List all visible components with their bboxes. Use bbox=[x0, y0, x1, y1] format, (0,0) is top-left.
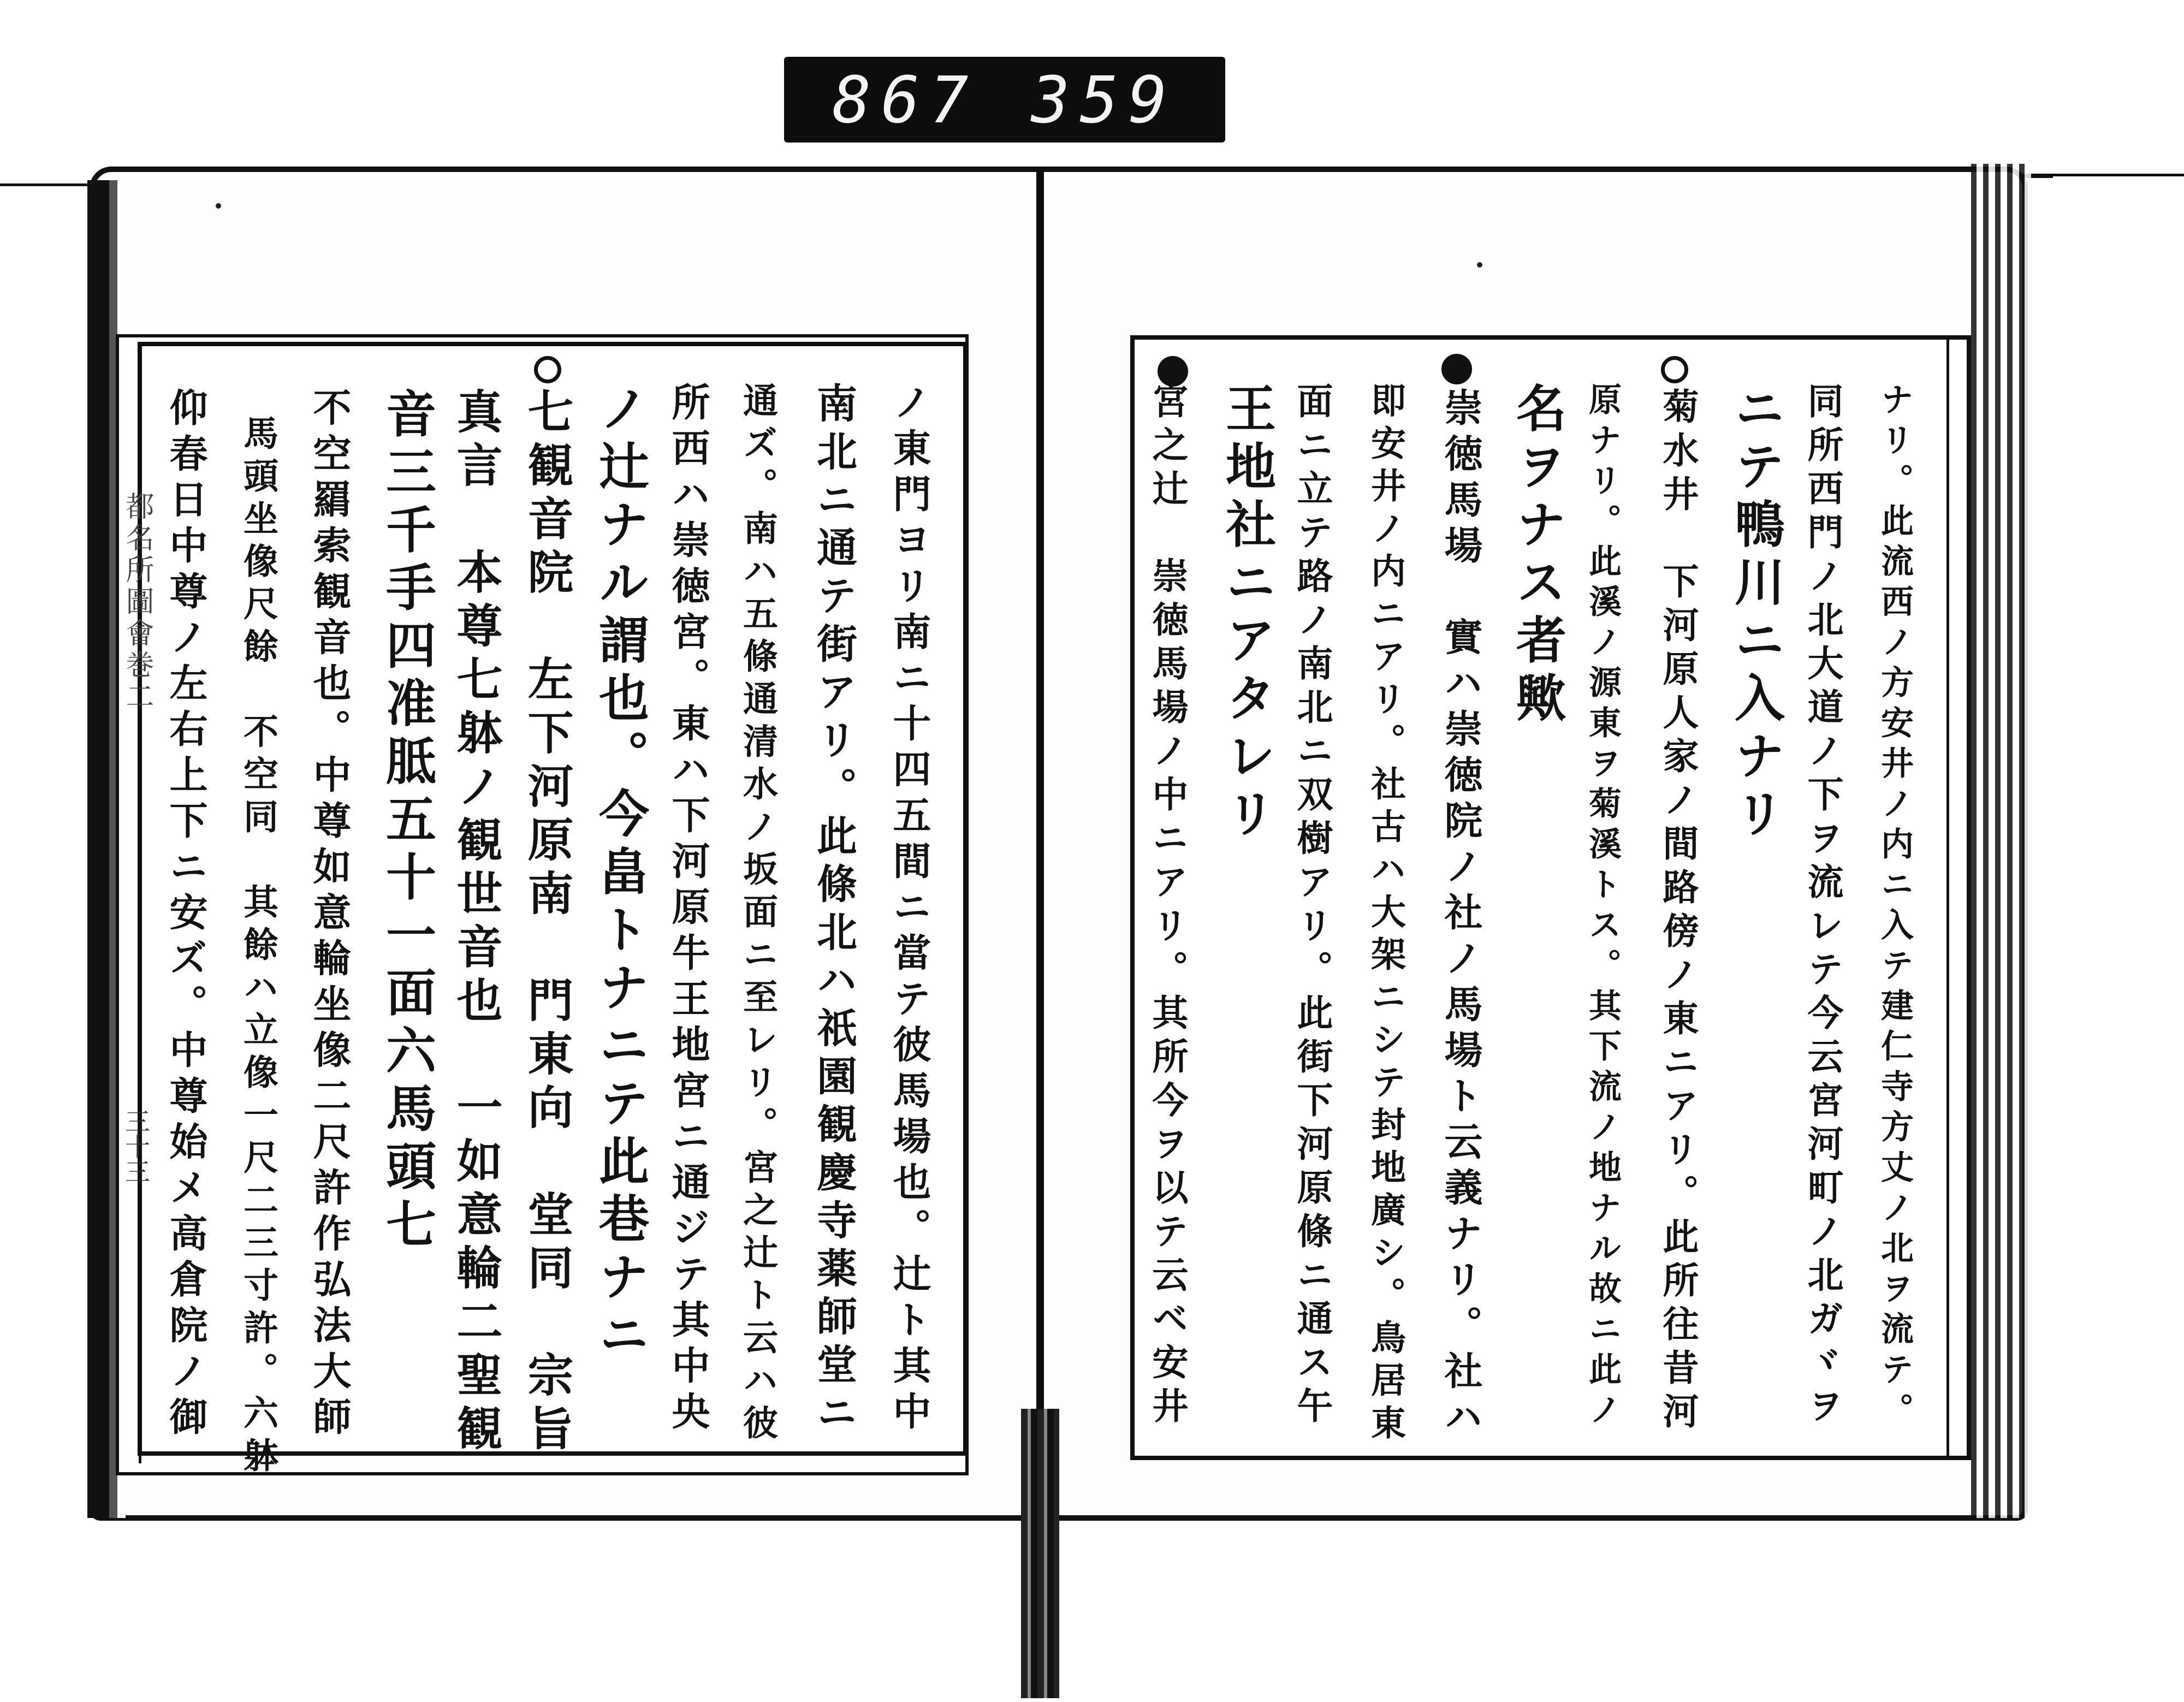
left-col-10: 馬頭坐像尺餘 不空同 其餘ハ立像一尺二三寸許。六躰 bbox=[238, 415, 278, 1480]
left-col-2: 南北ニ通テ街アリ。此條北ハ祇園観慶寺薬師堂ニ bbox=[810, 382, 857, 1439]
left-col-4: 所西ハ崇徳宮。東ハ下河原牛王地宮ニ通ジテ其中央 bbox=[666, 382, 711, 1437]
left-col-3: 通ズ。南ハ五條通清水ノ坂面ニ至レリ。宮之辻ト云ハ彼 bbox=[737, 382, 778, 1447]
left-col-9: 不空羂索観音也。中尊如意輪坐像二尺許作弘法大師 bbox=[307, 388, 352, 1443]
left-col-5: ノ辻ナル謂也。今畠トナニテ此巷ナニ bbox=[591, 382, 650, 1366]
right-col-5: 原ナリ。此溪ノ源東ヲ菊溪トス。其下流ノ地ナル故ニ此ノ bbox=[1583, 382, 1622, 1433]
right-col-8: 即安井ノ内ニアリ。社古ハ大架ニシテ封地廣シ。鳥居東 bbox=[1365, 382, 1406, 1447]
left-col-6: 七観音院 左下河原南 門東向 堂同 宗旨 bbox=[520, 388, 574, 1458]
left-margin-header: 都名所圖會巻二 bbox=[121, 491, 153, 713]
right-col-11: 宮之辻 崇徳馬場ノ中ニアリ。其所今ヲ以テ云ベ安井 bbox=[1146, 382, 1189, 1431]
right-col-2: 同所西門ノ北大道ノ下ヲ流レテ今云宮河町ノ北ガヾヲ bbox=[1801, 382, 1844, 1431]
catalog-label bbox=[784, 57, 1225, 143]
section-circle-marker bbox=[1661, 356, 1688, 383]
top-rule-right bbox=[2020, 174, 2184, 176]
catalog-number-right: 359 bbox=[1031, 62, 1177, 138]
right-col-3: ニテ鴨川ニ入ナリ bbox=[1726, 382, 1785, 845]
right-col-1: ナリ。此流西ノ方安井ノ内ニ入テ建仁寺方丈ノ北ヲ流テ。 bbox=[1876, 382, 1914, 1433]
right-col-4: 菊水井 下河原人家ノ間路傍ノ東ニアリ。此所往昔河 bbox=[1657, 388, 1699, 1436]
stray-mark bbox=[216, 203, 221, 209]
left-col-1: ノ東門ヨリ南ニ十四五間ニ當テ彼馬場也。辻ト其中 bbox=[887, 382, 932, 1437]
right-page-margin-strip bbox=[1946, 339, 1973, 1458]
left-col-11: 仰春日中尊ノ左右上下ニ安ズ。中尊始メ高倉院ノ御 bbox=[163, 388, 209, 1443]
right-col-7: 崇徳馬場 實ハ崇徳院ノ社ノ馬場ト云義ナリ。社ハ bbox=[1438, 388, 1483, 1443]
left-col-8: 音三千手四准胝五十一面六馬頭七 bbox=[378, 388, 437, 1256]
catalog-number-left: 867 bbox=[832, 62, 978, 138]
left-margin-page-number: 三十三 bbox=[121, 1108, 151, 1184]
section-filled-marker bbox=[1441, 354, 1472, 384]
left-col-7: 真言 本尊七躰ノ観世音也 一如意輪二聖観 bbox=[449, 388, 503, 1458]
section-circle-marker bbox=[534, 356, 561, 383]
book-edge-right bbox=[1971, 164, 2031, 1518]
stray-mark bbox=[1477, 262, 1482, 268]
right-col-6: 名ヲナス者歟 bbox=[1508, 382, 1567, 730]
right-col-9: 面ニ立テ路ノ南北ニ双樹アリ。此街下河原條ニ通ス午 bbox=[1291, 382, 1333, 1431]
right-col-10: 王地社ニアタレリ bbox=[1218, 382, 1277, 845]
spine-binding bbox=[1021, 1409, 1059, 1698]
